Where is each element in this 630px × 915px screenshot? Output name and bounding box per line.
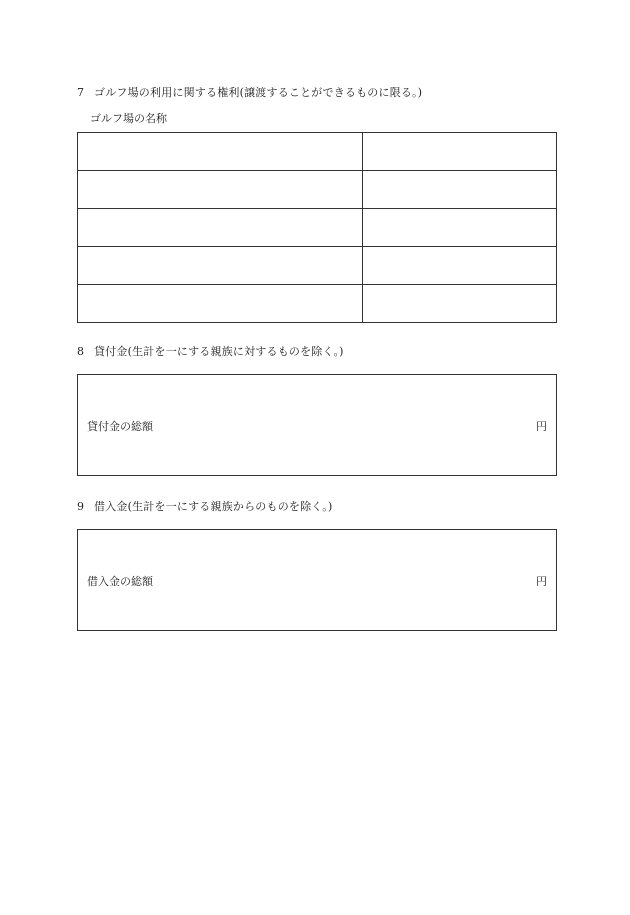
table-row [78,209,557,247]
golf-course-name-cell[interactable] [78,247,363,285]
section-9-heading [77,498,332,514]
golf-course-value-cell[interactable] [363,171,557,209]
loan-total-box[interactable] [77,374,557,476]
golf-course-value-cell[interactable] [363,133,557,171]
golf-course-name-cell[interactable] [78,133,363,171]
table-row [78,247,557,285]
section-7-title: ゴルフ場の利用に関する権利(譲渡することができるものに限る。) [94,86,423,99]
section-8-heading [77,343,344,359]
loan-total-label: 貸付金の総額 [87,420,153,433]
golf-rights-table [77,132,557,323]
golf-course-value-cell[interactable] [363,209,557,247]
section-9-title: 借入金(生計を一にする親族からのものを除く。) [94,500,333,513]
borrowing-total-unit: 円 [536,575,547,588]
section-9-number: 9 [77,500,85,513]
section-8-number: 8 [77,345,85,358]
golf-course-name-cell[interactable] [78,171,363,209]
section-7-number: 7 [77,86,85,99]
borrowing-total-box[interactable] [77,529,557,631]
loan-total-unit: 円 [536,420,547,433]
table-row [78,285,557,323]
golf-course-name-cell[interactable] [78,285,363,323]
table-row [78,133,557,171]
section-8-title: 貸付金(生計を一にする親族に対するものを除く。) [94,345,344,358]
golf-course-name-label: ゴルフ場の名称 [90,112,167,125]
golf-course-name-cell[interactable] [78,209,363,247]
golf-course-value-cell[interactable] [363,285,557,323]
golf-course-value-cell[interactable] [363,247,557,285]
section-7-heading [77,84,422,100]
borrowing-total-label: 借入金の総額 [87,575,153,588]
table-row [78,171,557,209]
